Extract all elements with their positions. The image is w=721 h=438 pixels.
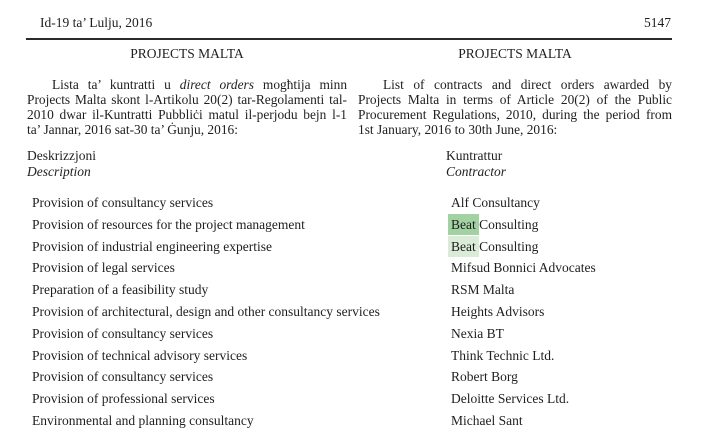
section-title-english: PROJECTS MALTA — [458, 46, 572, 61]
table-row — [27, 302, 693, 324]
row-description: Provision of consultancy services — [32, 369, 214, 385]
page-number: 5147 — [644, 15, 671, 30]
header-date: Id-19 ta’ Lulju, 2016 — [40, 15, 153, 30]
row-contractor — [451, 237, 538, 256]
contractor-name: RSM Malta — [451, 282, 515, 298]
contractor-name: Robert Borg — [451, 369, 518, 385]
contractor-name: Deloitte Services Ltd. — [451, 391, 570, 407]
table-row — [27, 258, 693, 280]
row-contractor — [451, 411, 523, 430]
column-header-kuntrattur: Kuntrattur — [446, 148, 503, 163]
row-description: Provision of consultancy services — [32, 195, 214, 210]
header-divider — [26, 38, 672, 40]
row-description: Provision of industrial engineering expertise — [32, 238, 272, 254]
contractor-name: Consulting — [475, 238, 539, 254]
column-header-deskrizzjoni: Deskrizzjoni — [27, 148, 96, 163]
table-row — [27, 324, 693, 346]
table-row — [27, 367, 693, 389]
table-row — [27, 280, 693, 302]
table-row — [27, 346, 693, 368]
highlighted-term: Beat — [448, 214, 479, 235]
intro-text-start: Lista ta’ kuntratti u — [52, 77, 180, 92]
contractor-name: Alf Consultancy — [451, 195, 540, 210]
table-row — [27, 411, 693, 433]
row-contractor — [451, 346, 554, 365]
row-contractor — [451, 280, 514, 299]
table-row — [27, 389, 693, 411]
contractor-column-header — [446, 148, 506, 179]
row-description: Preparation of a feasibility study — [32, 282, 209, 298]
section-title-maltese: PROJECTS MALTA — [130, 46, 244, 61]
contractor-name: Mifsud Bonnici Advocates — [451, 260, 596, 276]
description-column-header — [27, 148, 96, 179]
highlighted-term: Beat — [448, 236, 479, 257]
row-contractor — [451, 367, 518, 386]
contracts-table — [27, 193, 693, 433]
row-contractor — [451, 193, 540, 212]
contractor-name: Michael Sant — [451, 412, 523, 428]
row-description: Provision of professional services — [32, 391, 215, 407]
table-row — [27, 215, 693, 237]
row-description: Provision of consultancy services — [32, 325, 214, 341]
row-description: Environmental and planning consultancy — [32, 412, 254, 428]
column-header-contractor: Contractor — [446, 163, 507, 179]
english-column — [358, 46, 672, 137]
intro-text-end: mogħtija minn Projects Malta skont l-Artikolu 20(2) tar-Regolamenti tal-2010 dwar il-Kuntratti Pubbliċi matul il-perjodu bejn l-1 ta’ Jannar, 2016 sat-30 ta’ Ġunju, 2016: — [27, 77, 348, 137]
row-description: Provision of resources for the project management — [32, 216, 305, 232]
row-contractor — [451, 389, 569, 408]
intro-italic-term: direct orders — [179, 77, 254, 92]
maltese-column — [27, 46, 347, 137]
row-contractor — [451, 324, 504, 343]
row-contractor — [451, 302, 544, 321]
table-row — [27, 193, 693, 215]
intro-paragraph-english: List of contracts and direct orders awarded by Projects Malta in terms of Article 20(2) of the Public Procurement Regulations, 2010, during the period from 1st January, 2016 to 30th June, 2016: — [358, 77, 672, 137]
column-header-description: Description — [27, 163, 91, 179]
row-contractor — [451, 215, 538, 234]
contractor-name: Heights Advisors — [451, 303, 545, 319]
row-contractor — [451, 258, 596, 277]
contractor-name: Nexia BT — [451, 325, 504, 341]
row-description: Provision of architectural, design and other consultancy services — [32, 303, 380, 319]
contractor-name: Consulting — [475, 216, 539, 232]
intro-paragraph-maltese — [27, 77, 347, 137]
row-description: Provision of technical advisory services — [32, 347, 248, 363]
contractor-name: Think Technic Ltd. — [451, 347, 555, 363]
table-row — [27, 237, 693, 259]
row-description: Provision of legal services — [32, 260, 175, 276]
